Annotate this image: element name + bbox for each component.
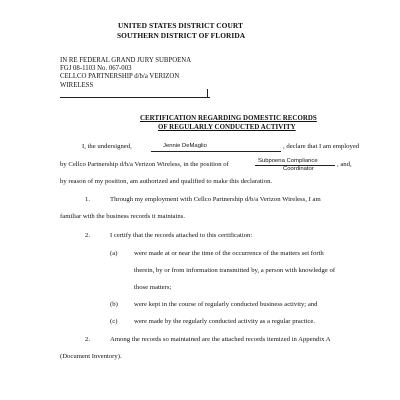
item-c-line1: were made by the regularly conducted activity as a regular practice.	[134, 318, 316, 325]
para2-number: 2.	[85, 232, 91, 239]
position-title-cont: Coordinator	[283, 166, 314, 172]
document-title: CERTIFICATION REGARDING DOMESTIC RECORDS	[140, 115, 317, 122]
caption-line-1: IN RE FEDERAL GRAND JURY SUBPOENA	[60, 57, 192, 64]
declarant-name: Jennie DeMaglio	[163, 143, 207, 149]
item-c-label: (c)	[110, 318, 118, 325]
item-a-line1: were made at or near the time of the occurrence of the matters set forth	[134, 250, 324, 257]
caption-line-2: FGJ 08-1103 No. 067-003	[60, 65, 132, 73]
item-a-line2: therein, by or from information transmitted by, a person with knowledge of	[134, 267, 336, 274]
position-title: Subpoena Compliance	[258, 158, 318, 164]
para1-number: 1.	[85, 196, 91, 203]
item-b-label: (b)	[110, 301, 118, 308]
caption-bracket	[207, 89, 208, 98]
case-caption	[60, 57, 191, 90]
para3-line2: (Document Inventory).	[60, 353, 122, 360]
caption-underline	[60, 97, 210, 98]
item-a-label: (a)	[110, 250, 118, 257]
court-district: SOUTHERN DISTRICT OF FLORIDA	[117, 31, 246, 40]
para3-line1: Among the records so maintained are the attached records itemized in Appendix A	[110, 336, 331, 343]
para1-line2: familiar with the business records it maintains.	[60, 213, 185, 220]
intro-authority: by reason of my position, am authorized and qualified to make this declaration.	[60, 178, 273, 185]
item-a-line3: those matters;	[134, 284, 172, 291]
para3-number: 2.	[85, 336, 91, 343]
court-name: UNITED STATES DISTRICT COURT	[118, 21, 243, 30]
intro-position-prefix: by Cellco Partnership d/b/a Verizon Wireless, in the position of	[60, 161, 229, 168]
intro-declare: , declare that I am employed	[283, 143, 360, 150]
caption-line-3: CELLCO PARTNERSHIP d/b/a VERIZON	[60, 73, 180, 81]
intro-prefix: I, the undersigned,	[82, 143, 132, 150]
caption-line-4: WIRELESS	[60, 81, 94, 89]
para2-line1: I certify that the records attached to this certification:	[110, 232, 253, 239]
item-b-line1: were kept in the course of regularly conducted business activity; and	[134, 301, 318, 308]
intro-position-suffix: , and,	[337, 161, 352, 168]
para1-line1: Through my employment with Cellco Partnership d/b/a Verizon Wireless, I am	[110, 196, 321, 203]
document-subtitle: OF REGULARLY CONDUCTED ACTIVITY	[158, 124, 296, 131]
declarant-name-line	[151, 151, 281, 152]
